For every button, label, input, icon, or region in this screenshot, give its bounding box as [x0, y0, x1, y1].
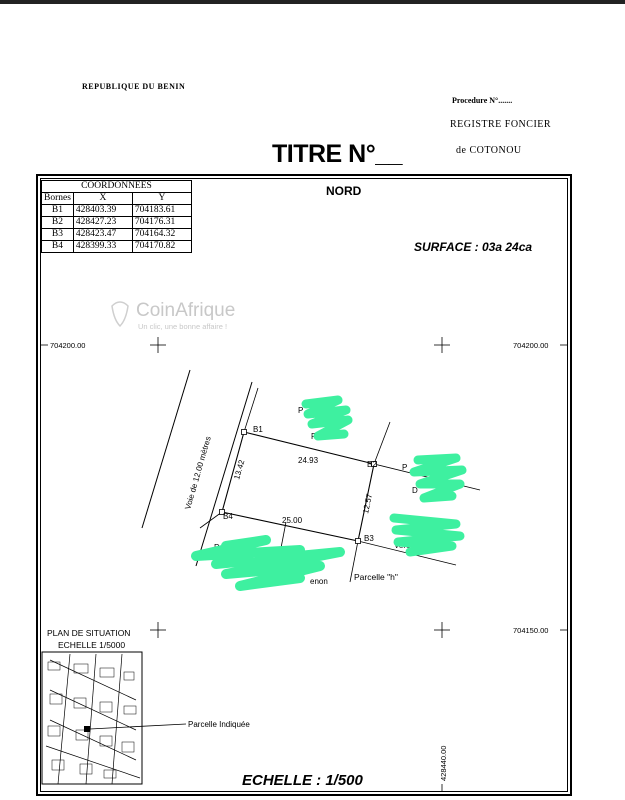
borne-label-b3: B3 — [364, 534, 374, 543]
neighbor-boundary — [374, 422, 390, 464]
grid-cross — [150, 622, 166, 638]
length-b3-b4: 25.00 — [282, 516, 303, 525]
grid-label-left-top: 704200.00 — [50, 341, 86, 350]
x-cell: 428399.33 — [73, 241, 132, 253]
y-cell: 704183.61 — [132, 205, 191, 217]
grid-cross — [434, 622, 450, 638]
neighbor-label: P — [214, 543, 220, 552]
grid-label-right-bottom: 704150.00 — [513, 626, 549, 635]
watermark-tagline: Un clic, une bonne affaire ! — [138, 322, 228, 331]
neighbor-label: enon — [310, 577, 328, 586]
parcel-indicator-label: Parcelle Indiquée — [188, 720, 250, 729]
parcelle-h-label: Parcelle "h" — [354, 572, 398, 582]
redaction-scribble — [306, 400, 348, 436]
x-cell: 428403.39 — [73, 205, 132, 217]
borne-marker — [356, 539, 361, 544]
procedure-number: Procedure N°....... — [452, 96, 513, 105]
length-b2-b3: 12.57 — [361, 492, 375, 515]
length-b4-b1: 13.42 — [232, 458, 247, 481]
grid-label-right-top: 704200.00 — [513, 341, 549, 350]
surface-label: SURFACE : 03a 24ca — [414, 240, 533, 254]
col-bornes: Bornes — [42, 193, 74, 205]
road-edge — [142, 370, 190, 528]
registry-name: REGISTRE FONCIER — [450, 119, 552, 130]
col-x: X — [73, 193, 132, 205]
north-label: NORD — [326, 184, 362, 198]
indicated-parcel-marker — [84, 726, 90, 732]
borne-label-b1: B1 — [253, 425, 263, 434]
situation-title: PLAN DE SITUATION — [47, 628, 131, 638]
borne-cell: B1 — [42, 205, 74, 217]
grid-cross — [434, 337, 450, 353]
col-y: Y — [132, 193, 191, 205]
situation-inset-map — [42, 652, 142, 784]
redaction-scribble — [414, 458, 462, 498]
neighbor-boundary — [200, 512, 222, 528]
borne-label-b4: B4 — [223, 512, 233, 521]
grid-label-bottom: 428440.00 — [439, 745, 448, 781]
y-cell: 704164.32 — [132, 229, 191, 241]
neighbor-label: Ric — [311, 432, 323, 441]
x-cell: 428423.47 — [73, 229, 132, 241]
watermark-logo-icon — [112, 302, 128, 326]
borne-marker — [242, 430, 247, 435]
borne-cell: B4 — [42, 241, 74, 253]
borne-label-b2: B2 — [367, 460, 377, 469]
road-label: Voie de 12.00 mètres — [183, 435, 213, 511]
redaction-scribble — [394, 518, 460, 552]
length-b1-b2: 24.93 — [298, 456, 319, 465]
neighbor-label: D — [412, 486, 418, 495]
registry-city: de COTONOU — [456, 145, 522, 156]
grid-cross — [150, 337, 166, 353]
neighbor-label: P — [298, 406, 304, 415]
y-cell: 704176.31 — [132, 217, 191, 229]
x-cell: 428427.23 — [73, 217, 132, 229]
borne-cell: B2 — [42, 217, 74, 229]
situation-scale: ECHELLE 1/5000 — [58, 640, 126, 650]
y-cell: 704170.82 — [132, 241, 191, 253]
document-title: TITRE N°__ — [272, 140, 403, 168]
coordinates-title: COORDONNEES — [42, 181, 192, 193]
borne-cell: B3 — [42, 229, 74, 241]
neighbor-label: Veron — [394, 541, 415, 550]
country-heading: REPUBLIQUE DU BENIN — [82, 82, 186, 91]
watermark-brand: CoinAfrique — [136, 300, 236, 321]
neighbor-label: P — [402, 463, 408, 472]
plan-scale: ECHELLE : 1/500 — [242, 772, 363, 789]
